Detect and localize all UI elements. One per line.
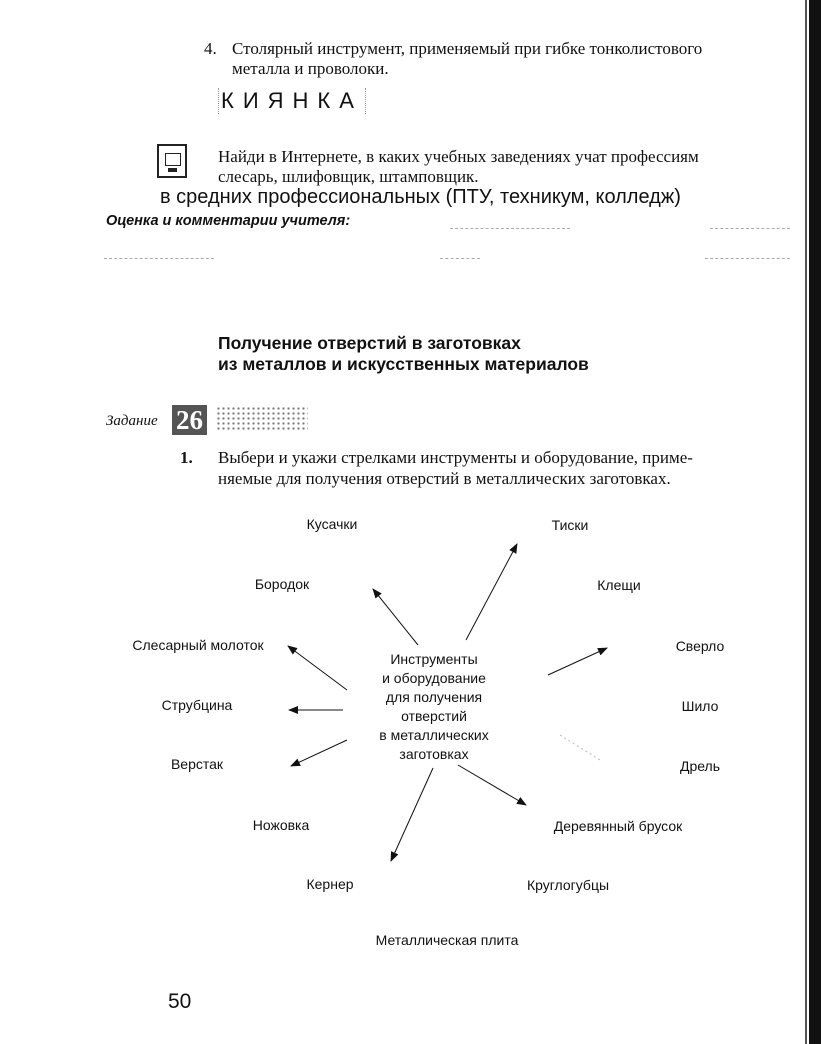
arrow-to-molotok [288,646,347,690]
section-title-line2: из металлов и искусственных материалов [218,354,589,374]
center-line: и оборудование [382,670,486,686]
label-molotok[interactable]: Слесарный молоток [132,637,264,653]
task-item-number: 1. [180,448,193,467]
internet-task-line1: Найди в Интернете, в каких учебных заведениях учат профессиям [218,147,699,166]
arrow-to-kerner [391,768,433,861]
task-text-line1: Выбери и укажи стрелками инструменты и оборудование, приме- [218,448,693,467]
label-shilo[interactable]: Шило [681,698,719,714]
task-text-line2: няемые для получения отверстий в металлических заготовках. [218,469,671,488]
label-sverlo[interactable]: Сверло [675,638,725,654]
internet-task-line2: слесарь, шлифовщик, штамповщик. [218,167,479,186]
label-borodok[interactable]: Бородок [254,576,310,592]
center-line: в металлических [379,727,489,743]
center-line: отверстий [401,708,467,724]
label-kerner[interactable]: Кернер [306,876,354,892]
label-tiski[interactable]: Тиски [551,517,589,533]
question-4-text-line2: металла и проволоки. [232,59,389,78]
page-number: 50 [168,990,192,1013]
center-line: Инструменты [390,651,478,667]
center-line: заготовках [399,746,469,762]
label-kruglogubcy[interactable]: Круглогубцы [526,877,610,893]
label-nozhovka[interactable]: Ножовка [252,817,310,833]
section-title-line1: Получение отверстий в заготовках [218,333,521,353]
teacher-comment-label: Оценка и комментарии учителя: [106,213,351,229]
arrow-to-brusok [458,765,526,805]
label-drel[interactable]: Дрель [679,758,721,774]
label-plita[interactable]: Металлическая плита [375,932,519,948]
task-number-badge: 26 [172,405,207,435]
arrow-to-tiski [466,544,517,640]
label-kusachki[interactable]: Кусачки [306,516,358,532]
label-verstak[interactable]: Верстак [170,756,224,772]
faint-line [560,735,600,760]
label-strubcina[interactable]: Струбцина [161,697,233,713]
diagram-center [379,650,489,764]
label-brusok[interactable]: Деревянный брусок [553,818,683,834]
internet-task-answer[interactable]: в средних профессиональных (ПТУ, техникум, колледж) [160,186,681,208]
task-label: Задание [106,413,158,429]
arrow-to-borodok [373,589,418,645]
label-kleshi[interactable]: Клещи [597,577,641,593]
question-4-number: 4. [204,39,217,58]
question-4-answer[interactable]: КИЯНКА [218,88,366,114]
arrow-to-sverlo [548,648,607,675]
question-4-text-line1: Столярный инструмент, применяемый при гибке тонколистового [232,39,703,58]
center-line: для получения [385,689,483,705]
arrow-to-verstak [291,740,347,766]
